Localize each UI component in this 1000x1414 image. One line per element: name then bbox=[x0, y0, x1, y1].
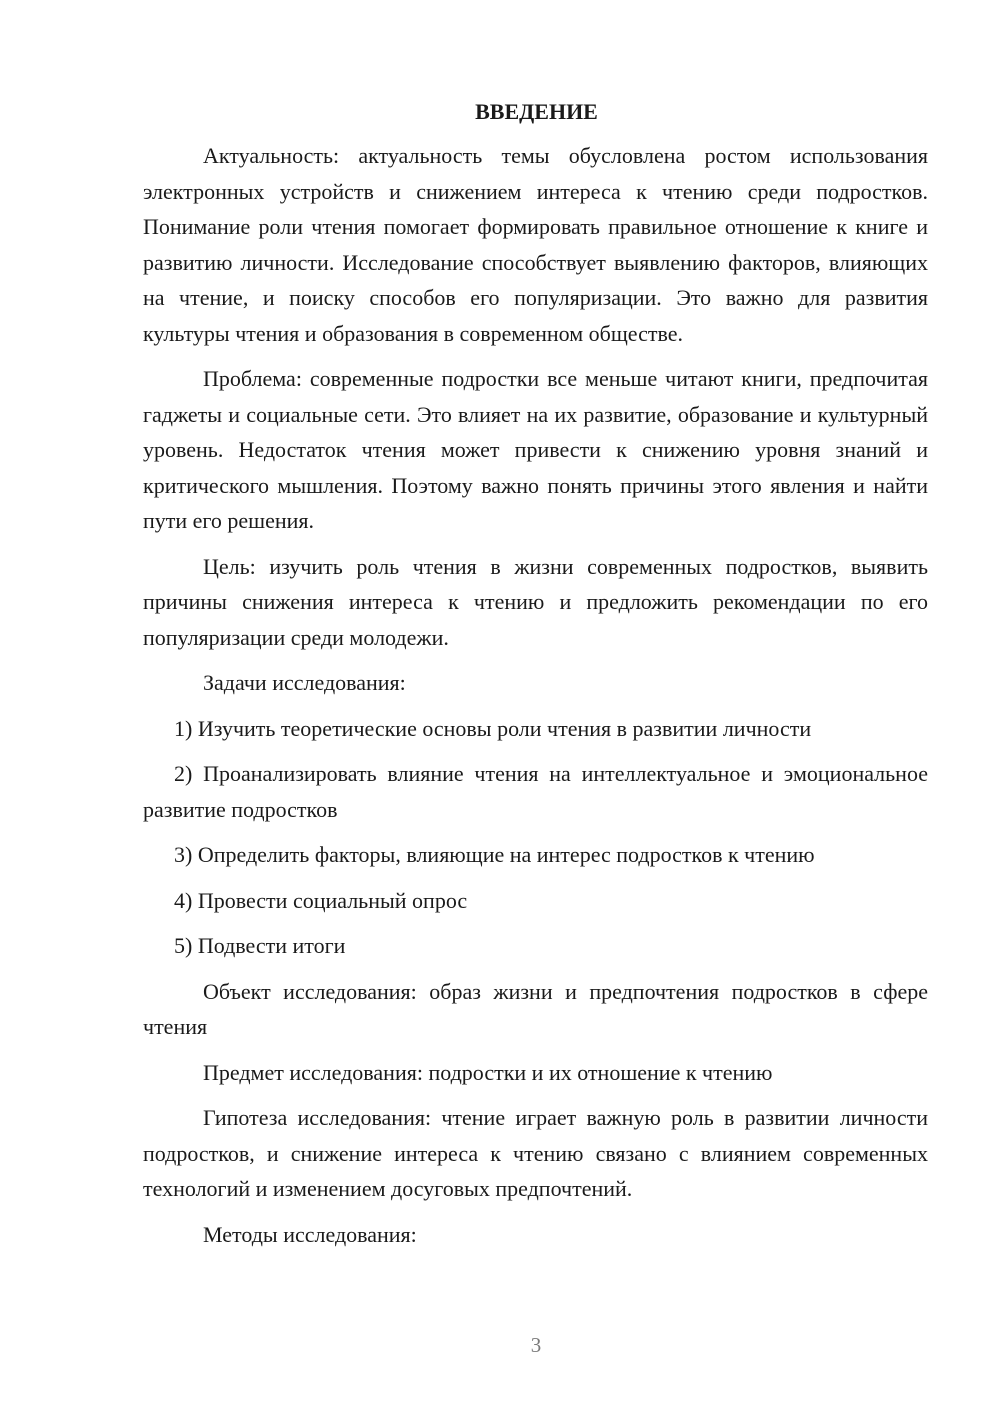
page-number: 3 bbox=[530, 1333, 542, 1357]
goal-paragraph: Цель: изучить роль чтения в жизни современных подростков, выявить причины снижения интереса к чтению и предложить рекомендации по его популяризации среди молодежи. bbox=[143, 553, 928, 650]
task-item-2: 2) Проанализировать влияние чтения на интеллектуальное и эмоциональное развитие подростков bbox=[143, 761, 928, 822]
page-content bbox=[143, 96, 928, 1262]
task-item-1: 1) Изучить теоретические основы роли чтения в развитии личности bbox=[174, 715, 812, 741]
section-title: ВВЕДЕНИЕ bbox=[475, 99, 598, 124]
tasks-heading: Задачи исследования: bbox=[203, 670, 406, 695]
relevance-paragraph: Актуальность: актуальность темы обусловлена ростом использования электронных устройств и снижением интереса к чтению среди подростков. Понимание роли чтения помогает формировать правильное отношение к книге и развитию личности. Исследование способствует выявлению факторов, влияющих на чтение, и поиску способов его популяризации. Это важно для развития культуры чтения и образования в современном обществе. bbox=[143, 143, 928, 346]
task-item-5: 5) Подвести итоги bbox=[174, 933, 346, 958]
subject-paragraph: Предмет исследования: подростки и их отношение к чтению bbox=[203, 1059, 773, 1085]
object-paragraph: Объект исследования: образ жизни и предпочтения подростков в сфере чтения bbox=[143, 978, 928, 1039]
problem-paragraph: Проблема: современные подростки все меньше читают книги, предпочитая гаджеты и социальные сети. Это влияет на их развитие, образование и культурный уровень. Недостаток чтения может привести к снижению уровня знаний и критического мышления. Поэтому важно понять причины этого явления и найти пути его решения. bbox=[143, 366, 928, 533]
methods-heading: Методы исследования: bbox=[203, 1221, 417, 1247]
hypothesis-paragraph: Гипотеза исследования: чтение играет важную роль в развитии личности подростков, и снижение интереса к чтению связано с влиянием современных технологий и изменением досуговых предпочтений. bbox=[143, 1105, 928, 1201]
task-item-3: 3) Определить факторы, влияющие на интерес подростков к чтению bbox=[174, 842, 815, 867]
task-item-4: 4) Провести социальный опрос bbox=[174, 887, 468, 913]
